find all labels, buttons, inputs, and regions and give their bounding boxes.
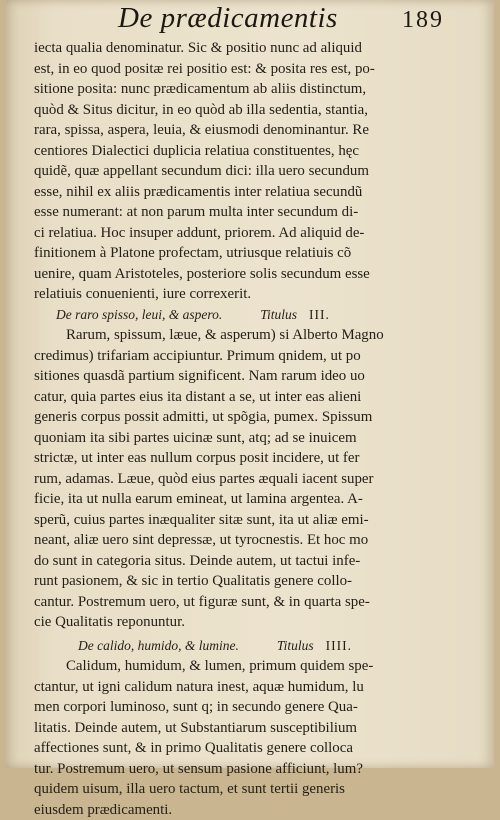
text-line: tur. Postremum uero, ut sensum pasione afficiunt, lum? [34, 759, 421, 780]
paragraph-relatiua [34, 38, 421, 305]
section-heading-titulus-3 [56, 305, 421, 326]
titulus-number: III. [309, 305, 330, 326]
text-line: cantur. Postremum uero, ut figuræ sunt, & in quarta spe- [34, 592, 421, 613]
text-line: esse numerant: at non parum multa inter secundum di- [34, 202, 421, 223]
section-heading-text: De raro spisso, leui, & aspero. [56, 305, 222, 326]
text-line: uenire, quam Aristoteles, posteriore solis secundum esse [34, 264, 421, 285]
text-line: rara, spissa, aspera, leuia, & eiusmodi denominantur. Re [34, 120, 421, 141]
text-line: finitionem à Platone profectam, utriusque relatiuis cõ [34, 243, 421, 264]
text-line: litatis. Deinde autem, ut Substantiarum susceptibilium [34, 718, 421, 739]
book-page [6, 0, 494, 768]
running-title: De prædicamentis [118, 2, 338, 35]
text-line: quoniam ita sibi partes uicinæ sunt, atq; ad se inuicem [34, 428, 421, 449]
section-heading-titulus-4 [78, 636, 421, 657]
text-line: sperũ, cuius partes inæqualiter sitæ sunt, ita ut aliæ emi- [34, 510, 421, 531]
text-line: generis corpus possit admitti, ut spõgia, pumex. Spissum [34, 407, 421, 428]
section-heading-text: De calido, humido, & lumine. [78, 636, 239, 657]
text-line: iecta qualia denominatur. Sic & positio nunc ad aliquid [34, 38, 421, 59]
text-line: neant, aliæ uero sint depressæ, ut tyrocnestis. Et hoc mo [34, 530, 421, 551]
text-line: ctantur, ut igni calidum natura inest, aquæ humidum, lu [34, 677, 421, 698]
text-line: ficie, ita ut nulla earum emineat, ut lamina argentea. A- [34, 489, 421, 510]
text-line: quidem uisum, illa uero tactum, et sunt tertii generis [34, 779, 421, 800]
text-line: relatiuis conuenienti, iure correxerit. [34, 284, 421, 305]
titulus-number: IIII. [326, 636, 352, 657]
titulus-label: Titulus [277, 636, 314, 657]
text-line: rum, adamas. Læue, quòd eius partes æquali iacent super [34, 469, 421, 490]
paragraph-rarum [34, 325, 421, 633]
text-line: sitiones quasdã partium significent. Nam rarum ideo uo [34, 366, 421, 387]
text-line: esse, nihil ex aliis prædicamentis inter relatiua secundũ [34, 182, 421, 203]
titulus-label: Titulus [260, 305, 297, 326]
text-line: quòd & Situs dicitur, in eo quòd ab illa sedentia, stantia, [34, 100, 421, 121]
text-line: runt pasionem, & sic in tertio Qualitatis genere collo- [34, 571, 421, 592]
text-line: catur, quia partes eius ita distant a se, ut inter eas alieni [34, 387, 421, 408]
page-number: 189 [402, 7, 444, 34]
text-line: centiores Dialectici duplicia relatiua constituentes, hęc [34, 141, 421, 162]
page-header [118, 2, 444, 36]
text-line: men corpori luminoso, sunt q; in secundo genere Qua- [34, 697, 421, 718]
text-line: strictæ, ut inter eas nullum corpus posit incidere, ut fer [34, 448, 421, 469]
text-line: ci relatiua. Hoc insuper addunt, priorem. Ad aliquid de- [34, 223, 421, 244]
text-line: sitione posita: nunc prædicamentum ab aliis distinctum, [34, 79, 421, 100]
page-text [34, 38, 421, 820]
text-line: Calidum, humidum, & lumen, primum quidem spe- [34, 656, 421, 677]
text-line: affectiones sunt, & in primo Qualitatis genere colloca [34, 738, 421, 759]
text-line: credimus) trifariam accipiuntur. Primum qnidem, ut po [34, 346, 421, 367]
text-line: Rarum, spissum, læue, & asperum) si Alberto Magno [34, 325, 421, 346]
text-line: do sunt in categoria situs. Deinde autem, ut tactui infe- [34, 551, 421, 572]
text-line: est, in eo quod positæ rei positio est: & posita res est, po- [34, 59, 421, 80]
text-line: cie Qualitatis reponuntur. [34, 612, 421, 633]
text-line: eiusdem prædicamenti. [34, 800, 421, 820]
text-line: quidẽ, quæ appellant secundum dici: illa uero secundum [34, 161, 421, 182]
paragraph-calidum [34, 656, 421, 820]
